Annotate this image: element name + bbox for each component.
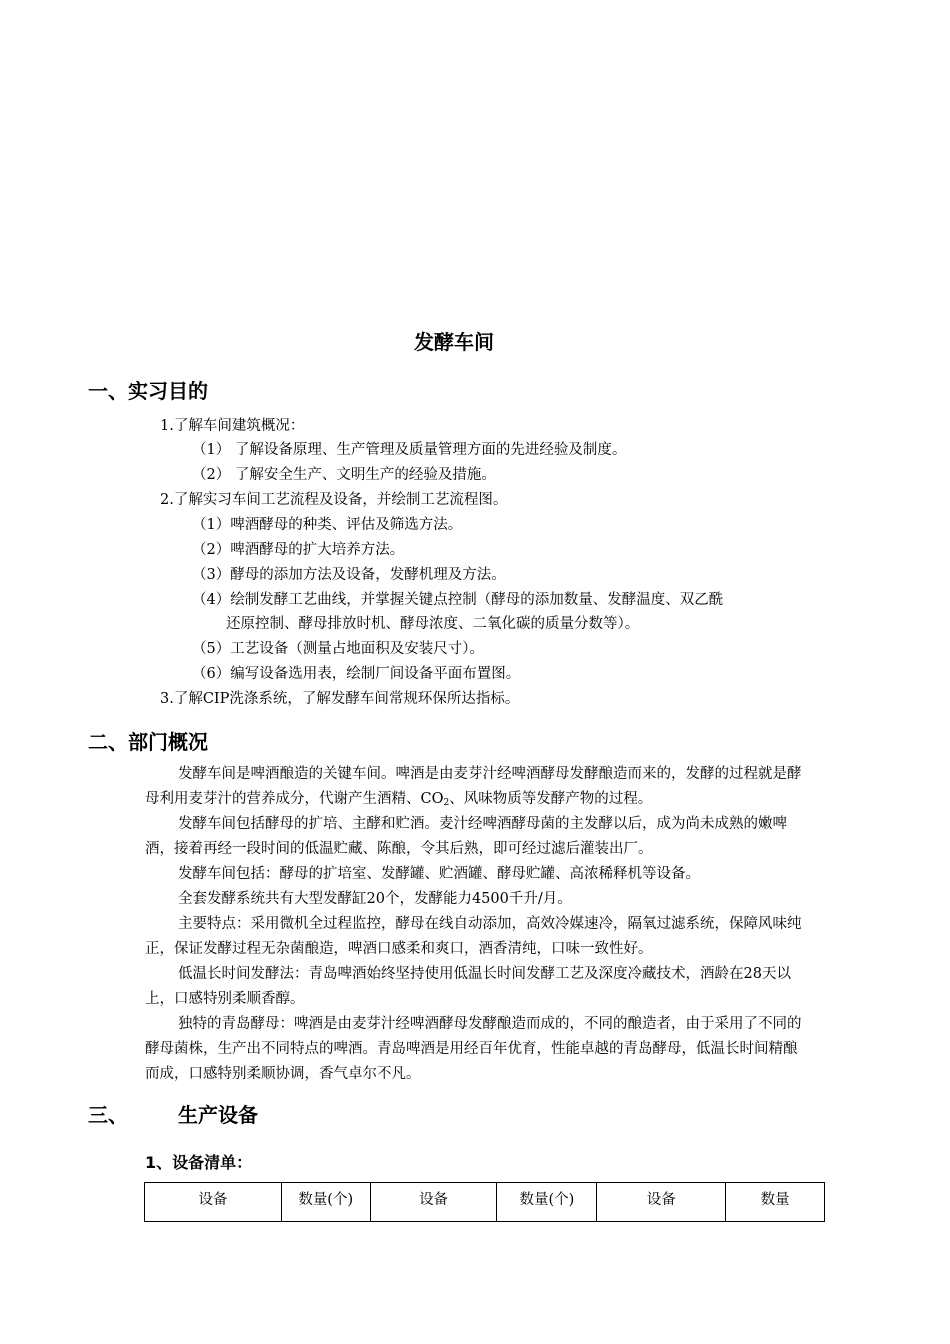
list-item: （4）绘制发酵工艺曲线，并掌握关键点控制（酵母的添加数量、发酵温度、双乙酰: [192, 592, 724, 608]
list-item: （2） 了解安全生产、文明生产的经验及措施。: [192, 467, 496, 483]
list-item: 2.了解实习车间工艺流程及设备，并绘制工艺流程图。: [160, 492, 508, 508]
list-item: （6）编写设备选用表，绘制厂间设备平面布置图。: [192, 666, 521, 682]
list-item: 1.了解车间建筑概况：: [160, 418, 305, 434]
table-header-row: [145, 1183, 825, 1222]
list-item: 还原控制、酵母排放时机、酵母浓度、二氧化碳的质量分数等）。: [226, 616, 640, 632]
section-heading-equipment-num: 三、: [88, 1103, 128, 1127]
list-item: （2）啤酒酵母的扩大培养方法。: [192, 542, 405, 558]
paragraph: 发酵车间包括酵母的扩培、主酵和贮酒。麦汁经啤酒酵母菌的主发酵以后，成为尚未成熟的嫩啤酒，接着再经一段时间的低温贮藏、陈酿，令其后熟，即可经过滤后灌装出厂。: [145, 816, 787, 857]
table-header-cell: 数量(个): [497, 1183, 597, 1222]
list-item: 3.了解CIP洗涤系统，了解发酵车间常规环保所达指标。: [160, 691, 520, 707]
subsection-heading-equipment-list: 1、设备清单：: [145, 1153, 253, 1172]
equipment-table: [144, 1182, 825, 1222]
section-heading-overview: 二、部门概况: [88, 730, 208, 754]
paragraph: 全套发酵系统共有大型发酵缸20个，发酵能力4500千升/月。: [178, 891, 572, 907]
list-item: （1）啤酒酵母的种类、评估及筛选方法。: [192, 517, 463, 533]
paragraph: 发酵车间是啤酒酿造的关键车间。啤酒是由麦芽汁经啤酒酵母发酵酿造而来的，发酵的过程就是酵母利用麦芽汁的营养成分，代谢产生酒精、$CO_2$、风味物质等发酵产物的过程。: [145, 766, 802, 808]
paragraph: 独特的青岛酵母：啤酒是由麦芽汁经啤酒酵母发酵酿造而成的，不同的酿造者，由于采用了不同的酵母菌株，生产出不同特点的啤酒。青岛啤酒是用经百年优育，性能卓越的青岛酵母，低温长时间精酿而成，口感特别柔顺协调，香气卓尔不凡。: [145, 1016, 802, 1082]
list-item: （5）工艺设备（测量占地面积及安装尺寸）。: [192, 641, 484, 657]
list-item: （1） 了解设备原理、生产管理及质量管理方面的先进经验及制度。: [192, 442, 627, 458]
table-header-cell: 设备: [370, 1183, 497, 1222]
paragraph: 低温长时间发酵法：青岛啤酒始终坚持使用低温长时间发酵工艺及深度冷藏技术，酒龄在28天以上，口感特别柔顺香醇。: [145, 966, 791, 1007]
table-header-cell: 数量(个): [281, 1183, 370, 1222]
paragraph: 主要特点：采用微机全过程监控，酵母在线自动添加，高效冷媒速冷，隔氧过滤系统，保障风味纯正，保证发酵过程无杂菌酿造，啤酒口感柔和爽口，酒香清纯，口味一致性好。: [145, 916, 802, 957]
table-header-cell: 数量: [726, 1183, 825, 1222]
page-title: 发酵车间: [414, 330, 494, 354]
list-item: （3）酵母的添加方法及设备，发酵机理及方法。: [192, 567, 506, 583]
section-heading-equipment: 生产设备: [178, 1103, 258, 1127]
paragraph: 发酵车间包括：酵母的扩培室、发酵罐、贮酒罐、酵母贮罐、高浓稀释机等设备。: [178, 866, 700, 882]
table-header-cell: 设备: [597, 1183, 726, 1222]
table-header-cell: 设备: [145, 1183, 282, 1222]
section-heading-purpose: 一、实习目的: [88, 379, 208, 403]
